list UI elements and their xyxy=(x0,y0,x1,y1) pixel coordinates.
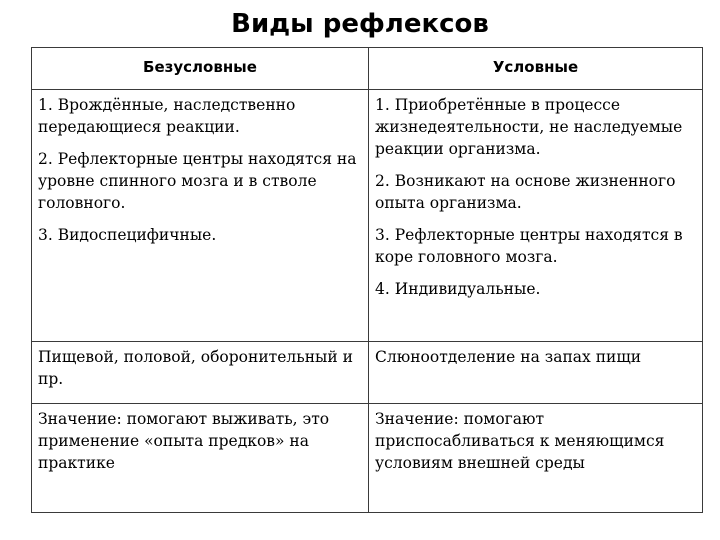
list-item: 2. Возникают на основе жизненного опыта организма. xyxy=(375,172,676,212)
cell-conditioned-examples: Слюноотделение на запах пищи xyxy=(369,342,703,404)
cell-unconditioned-examples: Пищевой, половой, оборонительный и пр. xyxy=(32,342,369,404)
list-item: 1. Врождённые, наследственно передающиеся реакции. xyxy=(38,96,296,136)
cell-conditioned-meaning: Значение: помогают приспосабливаться к меняющимся условиям внешней среды xyxy=(369,404,703,513)
list-item: 3. Рефлекторные центры находятся в коре головного мозга. xyxy=(375,226,683,266)
cell-unconditioned-properties xyxy=(32,90,369,342)
table-row-meaning xyxy=(32,404,703,513)
header-conditioned: Условные xyxy=(369,48,703,90)
reflex-comparison-table xyxy=(31,47,703,513)
list-item: 1. Приобретённые в процессе жизнедеятельности, не наследуемые реакции организма. xyxy=(375,96,683,158)
list-item: 2. Рефлекторные центры находятся на уровне спинного мозга и в стволе головного. xyxy=(38,150,357,212)
table-row-properties xyxy=(32,90,703,342)
list-item: 4. Индивидуальные. xyxy=(375,280,541,298)
header-unconditioned: Безусловные xyxy=(32,48,369,90)
list-item: 3. Видоспецифичные. xyxy=(38,226,217,244)
table-header-row xyxy=(32,48,703,90)
cell-unconditioned-meaning: Значение: помогают выживать, это применение «опыта предков» на практике xyxy=(32,404,369,513)
cell-conditioned-properties xyxy=(369,90,703,342)
page-title: Виды рефлексов xyxy=(231,9,489,39)
table-row-examples xyxy=(32,342,703,404)
